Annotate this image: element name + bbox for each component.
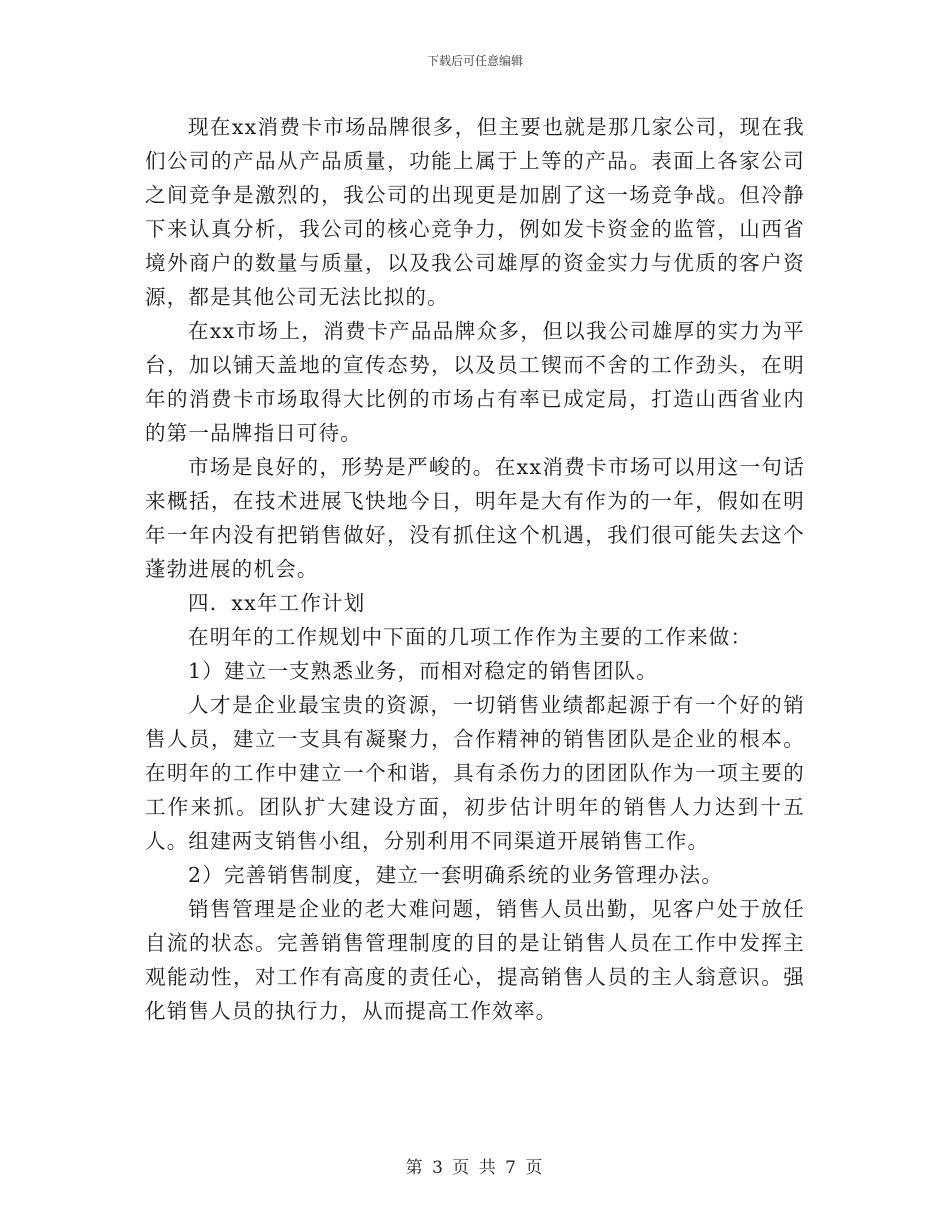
paragraph-sales-management: 销售管理是企业的老大难问题，销售人员出勤，见客户处于放任自流的状态。完善销售管理制度的目的是让销售人员在工作中发挥主观能动性，对工作有高度的责任心，提高销售人员的主人翁意识。强化销售人员的执行力，从而提高工作效率。 bbox=[145, 897, 805, 1023]
paragraph-market-share: 在xx市场上，消费卡产品品牌众多，但以我公司雄厚的实力为平台，加以铺天盖地的宣传态势，以及员工锲而不舍的工作劲头，在明年的消费卡市场取得大比例的市场占有率已成定局，打造山西省业内的第一品牌指日可待。 bbox=[145, 319, 805, 445]
paragraph-market-brands: 现在xx消费卡市场品牌很多，但主要也就是那几家公司，现在我们公司的产品从产品质量，功能上属于上等的产品。表面上各家公司之间竞争是激烈的，我公司的出现更是加剧了这一场竞争战。但冷静下来认真分析，我公司的核心竞争力，例如发卡资金的监管，山西省境外商户的数量与质量，以及我公司雄厚的资金实力与优质的客户资源，都是其他公司无法比拟的。 bbox=[145, 115, 805, 309]
section-heading-work-plan: 四．xx年工作计划 bbox=[188, 591, 366, 615]
plan-item-1-heading: 1）建立一支熟悉业务，而相对稳定的销售团队。 bbox=[188, 659, 658, 683]
paragraph-market-outlook: 市场是良好的，形势是严峻的。在xx消费卡市场可以用这一句话来概括，在技术进展飞快地今日，明年是大有作为的一年，假如在明年一年内没有把销售做好，没有抓住这个机遇，我们很可能失去这个蓬勃进展的机会。 bbox=[145, 455, 805, 581]
document-body bbox=[145, 110, 805, 1028]
page-footer: 第 3 页 共 7 页 bbox=[405, 1158, 545, 1178]
paragraph-plan-intro: 在明年的工作规划中下面的几项工作作为主要的工作来做： bbox=[188, 625, 753, 649]
page-header: 下载后可任意编辑 bbox=[426, 54, 523, 68]
paragraph-sales-team: 人才是企业最宝贵的资源，一切销售业绩都起源于有一个好的销售人员，建立一支具有凝聚力，合作精神的销售团队是企业的根本。在明年的工作中建立一个和谐，具有杀伤力的团团队作为一项主要的工作来抓。团队扩大建设方面，初步估计明年的销售人力达到十五人。组建两支销售小组，分别利用不同渠道开展销售工作。 bbox=[145, 693, 805, 853]
plan-item-2-heading: 2）完善销售制度，建立一套明确系统的业务管理办法。 bbox=[188, 863, 724, 887]
